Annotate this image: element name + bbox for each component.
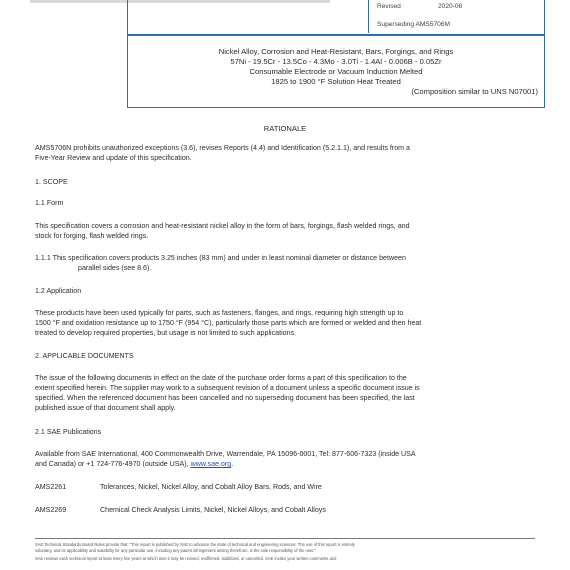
sae-line-2-end: . xyxy=(231,460,234,468)
ams2261-title: Tolerances, Nickel, Nickel Alloy, and Cobalt Alloy Bars, Rods, and Wire xyxy=(100,483,322,491)
footer-line-2: voluntary, and its applicability and suitability for any particular use, including any patent infringement arising therefrom, is the sole responsibility of the user." xyxy=(35,548,316,553)
ams2269-id: AMS2269 xyxy=(35,506,67,514)
sae-line-2-text: and Canada) or +1 724-776-4970 (outside USA), xyxy=(35,460,191,468)
applicable-heading: 2. APPLICABLE DOCUMENTS xyxy=(35,352,134,360)
revised-date: 2020-06 xyxy=(438,3,463,10)
sae-line-2 xyxy=(35,460,233,469)
application-line-1: These products have been used typically for parts, such as fasteners, flanges, and rings, requiring high strength up to xyxy=(35,309,404,317)
title-line-3: Consumable Electrode or Vacuum Induction Melted xyxy=(249,67,423,76)
sae-line-1: Available from SAE International, 400 Commonwealth Drive, Warrendale, PA 15096-0001, Tel: 877-606-7323 (inside USA xyxy=(35,450,416,458)
applicable-line-3: specified. When the referenced document has been cancelled and no superseding document has been specified, the last xyxy=(35,394,415,402)
application-line-3: treated to develop required properties, but usage is not limited to such applications. xyxy=(35,329,297,337)
footer-rule xyxy=(35,538,535,539)
sae-website-link[interactable]: www.sae.org xyxy=(190,460,232,468)
rationale-heading: RATIONALE xyxy=(263,124,307,133)
form-line-2: stock for forging, flash welded rings. xyxy=(35,232,149,240)
rationale-line-1: AMS5706N prohibits unauthorized exceptions (3.6), revises Reports (4.4) and Identification (5.2.1.1), and results from a xyxy=(35,144,410,152)
applicable-line-4: published issue of that document shall apply. xyxy=(35,404,176,412)
rationale-line-2: Five-Year Review and update of this specification. xyxy=(35,154,192,162)
application-line-2: 1500 °F and oxidation resistance up to 1750 °F (954 °C), particularly those parts which are formed or welded and then heat xyxy=(35,319,422,327)
title-line-2: 57Ni - 19.5Cr - 13.5Co - 4.3Mo - 3.0Ti - 1.4Al - 0.006B - 0.05Zr xyxy=(230,57,442,66)
form-line-1: This specification covers a corrosion and heat-resistant nickel alloy in the form of bars, forgings, flash welded rings, and xyxy=(35,222,410,230)
title-block xyxy=(127,35,545,108)
subsection-line-1: 1.1.1 This specification covers products 3.25 inches (83 mm) and under in least nominal diameter or distance between xyxy=(35,254,406,262)
sae-publications-heading: 2.1 SAE Publications xyxy=(35,428,102,436)
application-heading: 1.2 Application xyxy=(35,287,82,295)
ams2269-title: Chemical Check Analysis Limits, Nickel, Nickel Alloys, and Cobalt Alloys xyxy=(100,506,326,514)
applicable-line-2: extent specified herein. The supplier may work to a subsequent revision of a document unless a specific document issue is xyxy=(35,384,420,392)
scope-heading: 1. SCOPE xyxy=(35,178,68,186)
ams2261-id: AMS2261 xyxy=(35,483,67,491)
applicable-line-1: The issue of the following documents in effect on the date of the purchase order forms a part of this specification to the xyxy=(35,374,407,382)
superseding-note: Superseding AMS5706M xyxy=(377,21,450,28)
header-divider xyxy=(368,0,369,33)
form-heading: 1.1 Form xyxy=(35,199,64,207)
revised-label: Revised xyxy=(377,3,401,10)
title-line-4: 1825 to 1900 °F Solution Heat Treated xyxy=(271,77,401,86)
subsection-line-2: parallel sides (see 8.6). xyxy=(78,264,152,272)
title-line-5: (Composition similar to UNS N07001) xyxy=(411,87,538,96)
header-box xyxy=(127,0,545,35)
footer-line-3: SAE reviews each technical report at least every five years at which time it may be revised, reaffirmed, stabilized, or cancelled. SAE invites your written comments and xyxy=(35,556,337,561)
footer-line-1: SAE Technical Standards Board Rules provide that: "This report is published by SAE to advance the state of technical and engineering sciences. The use of this report is entirely xyxy=(35,542,355,547)
title-line-1: Nickel Alloy, Corrosion and Heat-Resistant, Bars, Forgings, and Rings xyxy=(218,47,454,56)
